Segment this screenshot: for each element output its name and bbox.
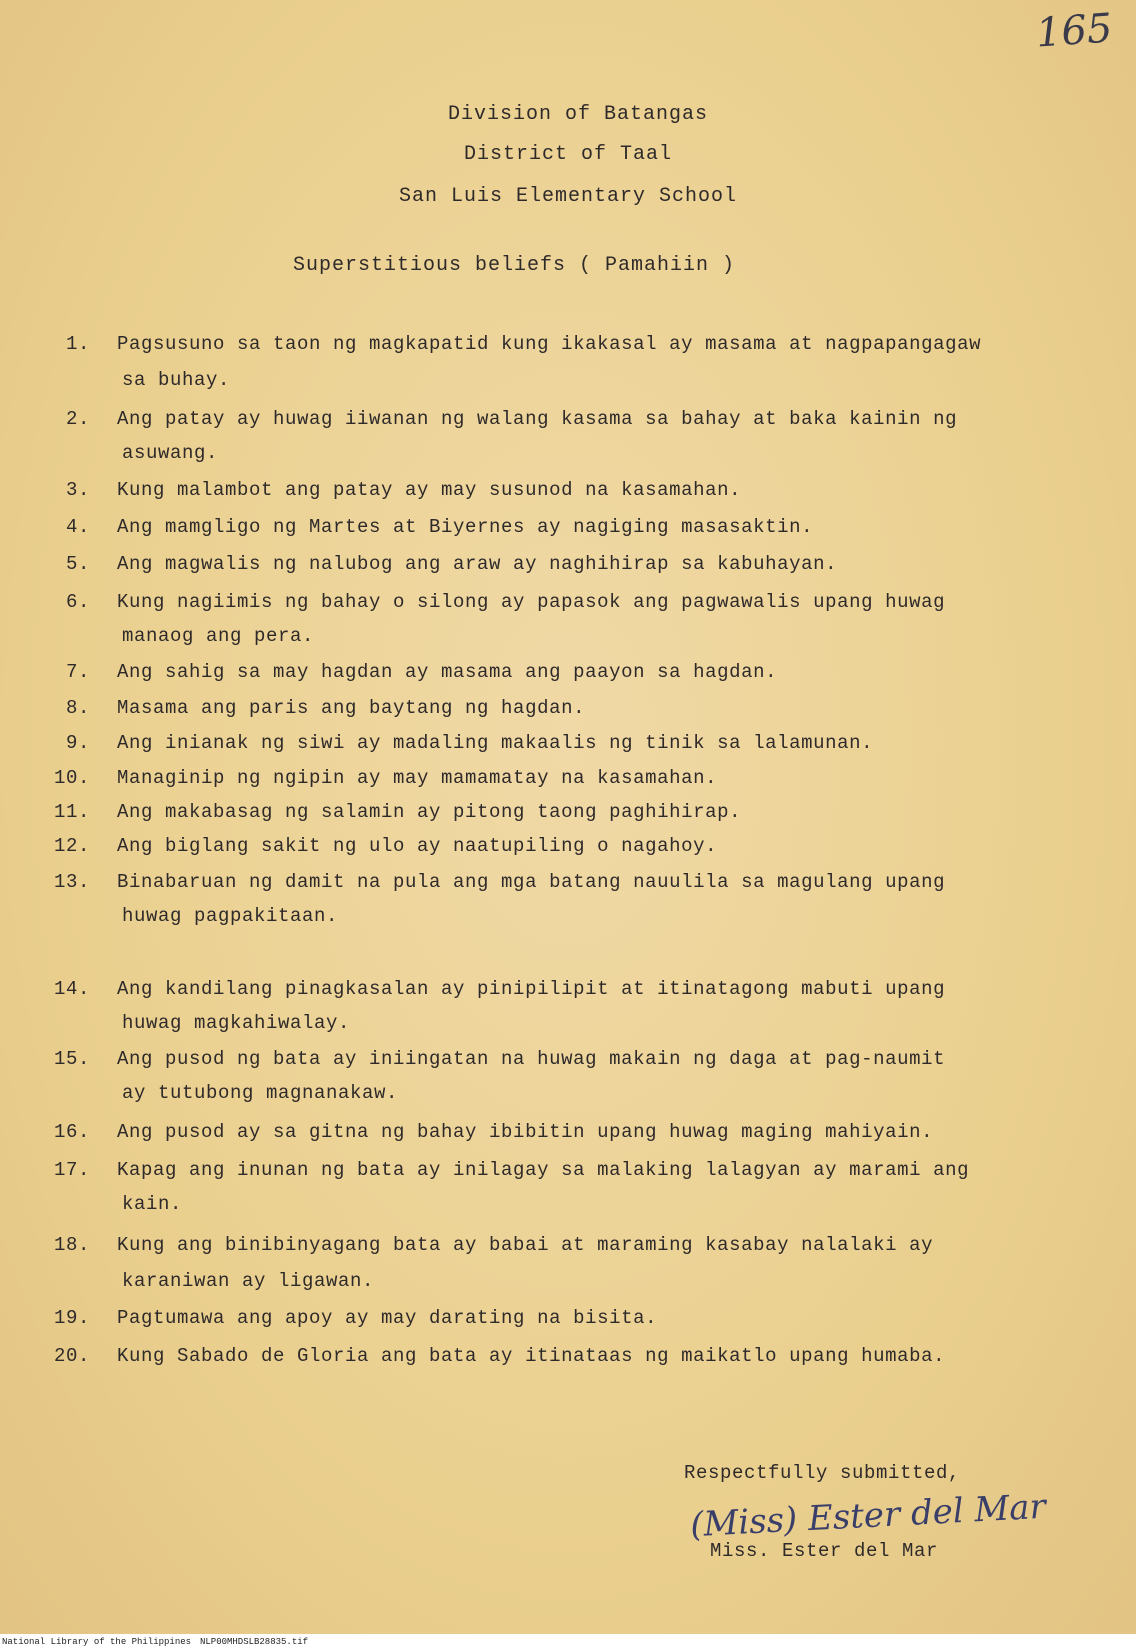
item-number: 11.: [53, 801, 90, 823]
footer-library-name: National Library of the Philippines: [2, 1637, 192, 1647]
item-number: 20.: [53, 1345, 90, 1367]
scan-footer: [0, 1634, 1136, 1650]
item-number: 4.: [65, 516, 90, 538]
item-number: 16.: [53, 1121, 90, 1143]
item-text: Binabaruan ng damit na pula ang mga batang nauulila sa magulang upang: [117, 871, 946, 893]
item-text: Ang sahig sa may hagdan ay masama ang paayon sa hagdan.: [117, 661, 778, 683]
item-number: 14.: [53, 978, 90, 1000]
item-text: Managinip ng ngipin ay may mamamatay na kasamahan.: [117, 767, 718, 789]
item-text-continued: huwag magkahiwalay.: [122, 1012, 351, 1034]
item-text: Ang pusod ng bata ay iniingatan na huwag makain ng daga at pag-naumit: [117, 1048, 946, 1070]
item-number: 5.: [65, 553, 90, 575]
item-text-continued: karaniwan ay ligawan.: [122, 1270, 375, 1292]
item-text: Ang pusod ay sa gitna ng bahay ibibitin upang huwag maging mahiyain.: [117, 1121, 934, 1143]
item-text: Kung ang binibinyagang bata ay babai at maraming kasabay nalalaki ay: [117, 1234, 934, 1256]
item-text: Masama ang paris ang baytang ng hagdan.: [117, 697, 586, 719]
item-number: 6.: [65, 591, 90, 613]
item-number: 15.: [53, 1048, 90, 1070]
item-text-continued: sa buhay.: [122, 369, 231, 391]
item-text: Pagsusuno sa taon ng magkapatid kung ikakasal ay masama at nagpapangagaw: [117, 333, 982, 355]
item-number: 12.: [53, 835, 90, 857]
item-text: Ang biglang sakit ng ulo ay naatupiling o nagahoy.: [117, 835, 718, 857]
item-number: 17.: [53, 1159, 90, 1181]
item-text: Pagtumawa ang apoy ay may darating na bisita.: [117, 1307, 658, 1329]
item-text: Ang inianak ng siwi ay madaling makaalis ng tinik sa lalamunan.: [117, 732, 874, 754]
item-text: Kung nagiimis ng bahay o silong ay papasok ang pagwawalis upang huwag: [117, 591, 946, 613]
item-number: 3.: [65, 479, 90, 501]
item-text: Kung malambot ang patay ay may susunod na kasamahan.: [117, 479, 742, 501]
page-number: 165: [1034, 5, 1114, 57]
item-text-continued: ay tutubong magnanakaw.: [122, 1082, 399, 1104]
closing-text: Respectfully submitted,: [684, 1462, 961, 1484]
item-number: 18.: [53, 1234, 90, 1256]
item-text: Kung Sabado de Gloria ang bata ay itinataas ng maikatlo upang humaba.: [117, 1345, 946, 1367]
division-heading: Division of Batangas: [447, 103, 709, 126]
item-number: 13.: [53, 871, 90, 893]
item-number: 8.: [65, 697, 90, 719]
item-number: 9.: [65, 732, 90, 754]
document-title: Superstitious beliefs ( Pamahiin ): [292, 254, 736, 277]
item-number: 10.: [53, 767, 90, 789]
signature: (Miss) Ester del Mar: [689, 1486, 1047, 1546]
item-text: Ang kandilang pinagkasalan ay pinipilipit at itinatagong mabuti upang: [117, 978, 946, 1000]
item-number: 19.: [53, 1307, 90, 1329]
school-heading: San Luis Elementary School: [398, 185, 738, 208]
item-text: Ang patay ay huwag iiwanan ng walang kasama sa bahay at baka kainin ng: [117, 408, 958, 430]
item-text: Kapag ang inunan ng bata ay inilagay sa malaking lalagyan ay marami ang: [117, 1159, 970, 1181]
item-number: 7.: [65, 661, 90, 683]
item-text: Ang makabasag ng salamin ay pitong taong paghihirap.: [117, 801, 742, 823]
item-text-continued: kain.: [122, 1193, 183, 1215]
item-text: Ang magwalis ng nalubog ang araw ay naghihirap sa kabuhayan.: [117, 553, 838, 575]
item-number: 2.: [65, 408, 90, 430]
item-text-continued: manaog ang pera.: [122, 625, 315, 647]
footer-file-name: NLP00MHDSLB28835.tif: [200, 1637, 309, 1647]
signatory-name: Miss. Ester del Mar: [710, 1540, 939, 1562]
item-text-continued: asuwang.: [122, 442, 219, 464]
district-heading: District of Taal: [463, 143, 673, 166]
item-number: 1.: [65, 333, 90, 355]
item-text-continued: huwag pagpakitaan.: [122, 905, 339, 927]
item-text: Ang mamgligo ng Martes at Biyernes ay nagiging masasaktin.: [117, 516, 814, 538]
